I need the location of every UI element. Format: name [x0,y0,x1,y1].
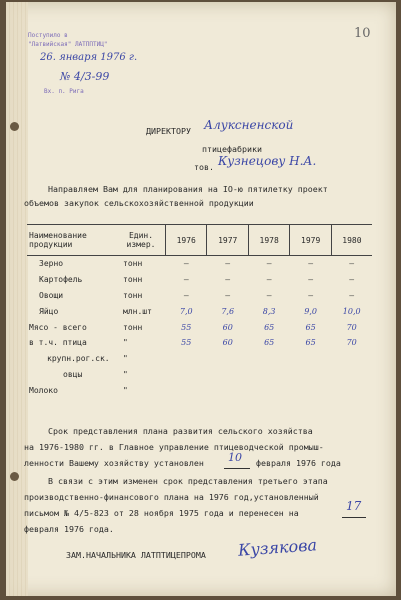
row-value [207,351,248,367]
table-row [27,367,372,383]
col-header-unit-l1: Един. [128,231,154,240]
row-value: 9,0 [304,306,317,316]
row-unit: тонн [123,322,143,332]
change-text-line: февраля 1976 года. [24,524,114,534]
row-value [290,382,331,398]
row-value: – [308,259,314,269]
row-value [207,382,248,398]
row-value [207,367,248,383]
row-value: 65 [305,322,316,332]
signature-handwritten: Кузякова [237,535,318,560]
intro-line: Направляем Вам для планирования на IO-ю пятилетку проект [48,184,328,194]
col-header-year: 1976 [166,225,207,256]
row-value: – [349,259,355,269]
row-value: 8,3 [262,306,276,316]
row-value [248,367,289,383]
document-page [6,2,396,596]
addressee-handwritten: Алуксненской [204,118,294,132]
signatory-title: ЗАМ.НАЧАЛЬНИКА ЛАТПТИЦЕПРОМА [66,550,206,560]
row-value: – [183,259,189,269]
deadline-day-handwritten: 10 [228,451,242,464]
recipient-name-handwritten: Кузнецову Н.А. [218,154,317,168]
stamp-number-handwritten: № 4/3-99 [60,70,110,83]
row-unit: " [123,338,128,348]
row-value [331,351,372,367]
row-value: 65 [305,338,316,348]
table-row [27,382,372,398]
row-value: 55 [181,338,192,348]
row-value: – [183,275,189,285]
row-name: Мясо - всего [29,322,87,332]
row-value: 65 [264,338,275,348]
row-value: – [266,290,272,300]
row-value: 60 [222,322,233,332]
row-value [166,382,207,398]
row-value: – [225,259,231,269]
row-value: – [349,275,355,285]
row-unit: тонн [123,275,143,285]
row-value: 70 [346,338,357,348]
page-number-pencil: 10 [354,26,371,41]
table-header-row [27,225,372,256]
row-value: 7,6 [221,306,235,316]
row-value: – [308,290,314,300]
row-value [166,351,207,367]
row-value: – [349,290,355,300]
punch-hole [10,122,19,131]
addressee-org: птицефабрики [202,144,262,154]
table-row [27,303,372,319]
table-row [27,335,372,351]
table-row [27,272,372,288]
row-value: 10,0 [342,306,361,316]
row-value: – [308,275,314,285]
deadline-text-line: на 1976-1980 гг. в Главное управление птицеводческой промыш- [24,442,324,452]
col-header-name-l1: Наименование [29,231,87,240]
change-text-line: В связи с этим изменен срок представления третьего этапа [48,476,328,486]
col-header-unit-l2: измер. [126,240,156,249]
deadline-text-line: февраля 1976 года [256,458,341,468]
col-header-year: 1977 [207,225,248,256]
deadline-text-line: ленности Вашему хозяйству установлен [24,458,204,468]
row-unit: млн.шт [123,306,152,316]
stamp-date-handwritten: 26. января 1976 г. [40,52,138,63]
row-name: овцы [63,369,83,379]
tov-label: тов. [194,162,214,172]
row-value [248,382,289,398]
row-name: Зерно [39,259,64,269]
stamp-line: "Латвийская" ЛАТППТИЦ" [28,41,108,48]
row-value [290,351,331,367]
col-header-year: 1980 [331,225,372,256]
deadline-text-line: Срок представления плана развития сельского хозяйства [48,426,313,436]
row-value: 7,0 [179,306,193,316]
row-unit: " [123,369,128,379]
fill-in-underline [224,468,250,469]
row-unit: тонн [123,259,143,269]
row-value: – [266,259,272,269]
row-name: Яйцо [39,306,59,316]
row-name: Картофель [39,275,83,285]
procurement-table [27,224,372,398]
col-header-name-l2: продукции [29,240,73,249]
col-header-unit [117,225,166,256]
col-header-name [27,225,117,256]
row-unit: тонн [123,290,143,300]
col-header-year: 1979 [290,225,331,256]
table-row [27,319,372,335]
row-value: 55 [181,322,192,332]
col-header-year: 1978 [248,225,289,256]
row-value: – [225,275,231,285]
row-name: в т.ч. птица [29,338,87,348]
row-value: 70 [346,322,357,332]
stamp-line: Поступило в [28,32,68,39]
row-unit: " [123,354,128,364]
intro-line: объемов закупок сельскохозяйственной продукции [24,198,254,208]
row-name: Овощи [39,290,64,300]
addressee-label: ДИРЕКТОРУ [146,126,191,136]
table-row [27,351,372,367]
row-value: – [183,290,189,300]
fill-in-underline [342,517,366,518]
table-row [27,256,372,272]
new-deadline-day-handwritten: 17 [346,499,362,513]
change-text-line: письмом № 4/5-823 от 28 ноября 1975 года и перенесен на [24,508,299,518]
change-text-line: производственно-финансового плана на 1976 год,установленный [24,492,319,502]
row-value [331,367,372,383]
punch-hole [10,472,19,481]
row-value [248,351,289,367]
row-value [331,382,372,398]
row-value: 65 [264,322,275,332]
row-value [290,367,331,383]
row-value: – [266,275,272,285]
row-value: 60 [222,338,233,348]
row-name: крупн.рог.ск. [47,354,110,364]
row-value [166,367,207,383]
row-name: Молоко [29,385,58,395]
row-value: – [225,290,231,300]
stamp-line: Вх. п. Рига [44,88,84,95]
table-row [27,288,372,304]
row-unit: " [123,385,128,395]
binding-edge [6,2,28,596]
